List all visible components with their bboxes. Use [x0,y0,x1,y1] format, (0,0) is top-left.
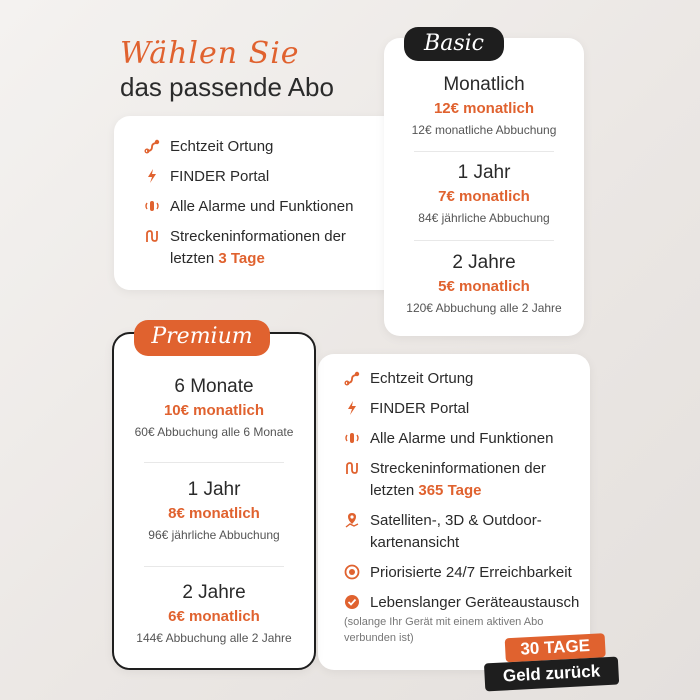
plan-name: 2 Jahre [452,252,516,273]
premium-features-card [318,354,590,670]
list-item [344,592,584,614]
list-item [344,368,584,390]
plan-name: 1 Jahr [457,162,511,183]
headline-script: Wählen Sie [120,36,300,71]
list-item [344,428,584,450]
feature-text: Alle Alarme und Funktionen [370,430,554,447]
support-icon [344,564,360,580]
plan-name: Monatlich [443,74,525,95]
list-item [344,458,584,502]
plan-price: 8€ monatlich [168,505,260,522]
plan-2-jahre [114,582,314,645]
route-pin-icon [144,138,160,154]
feature-text: Lebenslanger Geräteaustausch [370,594,580,611]
plan-billing: 144€ Abbuchung alle 2 Jahre [136,631,292,645]
plan-1-jahr [114,479,314,542]
route-pin-icon [344,370,360,386]
premium-feature-list [344,368,584,622]
plan-name: 1 Jahr [187,479,241,500]
list-item [144,196,384,218]
basic-plans-card [384,38,584,336]
divider [414,151,554,152]
plan-billing: 120€ Abbuchung alle 2 Jahre [406,301,562,315]
premium-plans-card [112,332,316,670]
plan-monatlich [384,74,584,137]
feature-text: Echtzeit Ortung [370,370,474,387]
plan-price: 12€ monatlich [433,100,535,117]
divider [144,462,284,463]
list-item [344,510,584,554]
guarantee-note: (solange Ihr Gerät mit einem aktiven Abo verbunden ist) [344,616,544,644]
feature-text: FINDER Portal [170,168,270,185]
feature-highlight: 365 Tage [418,482,482,499]
divider [144,566,284,567]
premium-tag: Premium [134,320,270,356]
plan-billing: 12€ monatliche Abbuchung [411,123,557,137]
plan-name: 2 Jahre [182,582,246,603]
feature-text: Alle Alarme und Funktionen [170,198,354,215]
plan-name: 6 Monate [174,376,254,397]
map-pin-icon [344,512,360,528]
plan-price: 10€ monatlich [163,402,265,419]
plan-price: 7€ monatlich [438,188,530,205]
basic-features-card [114,116,404,290]
plan-6-monate [114,376,314,439]
headline-main: das passende Abo [120,72,334,102]
alarm-icon [344,430,360,446]
track-icon [144,228,160,244]
list-item [344,398,584,420]
plan-1-jahr [384,162,584,225]
plan-billing: 84€ jährliche Abbuchung [418,211,550,225]
feature-highlight: 3 Tage [218,250,265,267]
list-item [344,562,584,584]
feature-text: FINDER Portal [370,400,470,417]
check-badge-icon [344,594,360,610]
badge-days: 30 TAGE [505,633,606,662]
alarm-icon [144,198,160,214]
plan-price: 5€ monatlich [438,278,530,295]
basic-feature-list [144,136,384,278]
list-item [144,166,384,188]
money-back-badge [483,633,620,694]
plan-price: 6€ monatlich [168,608,260,625]
divider [414,240,554,241]
badge-refund: Geld zurück [484,656,619,691]
plan-billing: 96€ jährliche Abbuchung [148,528,280,542]
list-item [144,226,384,270]
feature-text: Satelliten-, 3D & Outdoor-kartenansicht [370,512,542,551]
feature-text: Priorisierte 24/7 Erreichbarkeit [370,564,572,581]
feature-text: Streckeninformationen der letzten 365 Tage [370,460,546,499]
basic-tag: Basic [404,27,504,61]
lightning-icon [344,400,360,416]
track-icon [344,460,360,476]
plan-2-jahre [384,252,584,315]
list-item [144,136,384,158]
plan-billing: 60€ Abbuchung alle 6 Monate [134,425,294,439]
lightning-icon [144,168,160,184]
feature-text: Echtzeit Ortung [170,138,274,155]
feature-text: Streckeninformationen der letzten 3 Tage [170,228,346,267]
